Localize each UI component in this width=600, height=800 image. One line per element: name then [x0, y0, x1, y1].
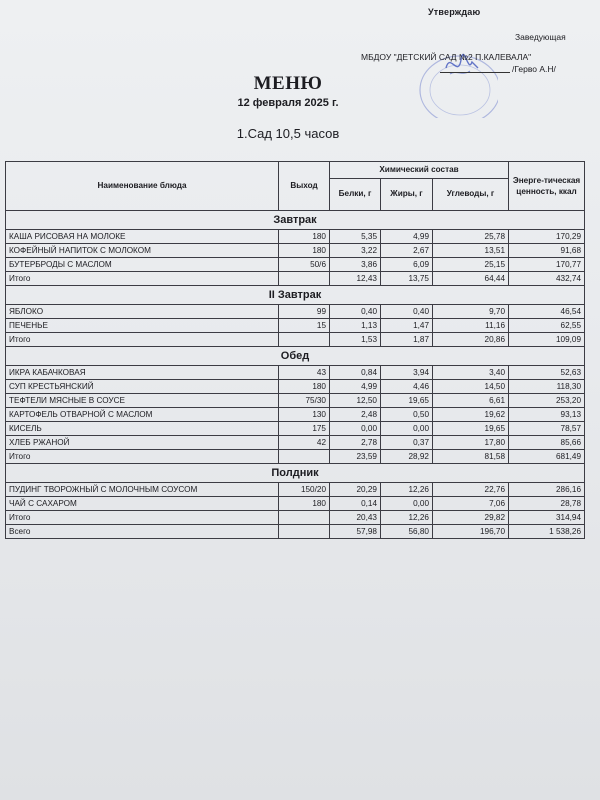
dish-row [6, 394, 585, 408]
dish-energy: 91,68 [509, 244, 585, 258]
section-header [6, 347, 585, 366]
total-row [6, 511, 585, 525]
dish-energy: 78,57 [509, 422, 585, 436]
total-fat: 28,92 [381, 450, 433, 464]
col-header-protein: Белки, г [330, 178, 381, 210]
dish-row [6, 497, 585, 511]
total-protein: 12,43 [330, 272, 381, 286]
dish-row [6, 305, 585, 319]
dish-row [6, 436, 585, 450]
section-title: II Завтрак [6, 286, 585, 305]
dish-fat: 3,94 [381, 366, 433, 380]
total-row [6, 272, 585, 286]
dish-protein: 0,00 [330, 422, 381, 436]
dish-carbs: 17,80 [433, 436, 509, 450]
dish-output: 180 [279, 244, 330, 258]
dish-energy: 62,55 [509, 319, 585, 333]
section-header [6, 211, 585, 230]
dish-protein: 2,78 [330, 436, 381, 450]
dish-row [6, 319, 585, 333]
dish-fat: 12,26 [381, 483, 433, 497]
head-role: Заведующая [515, 32, 566, 42]
grand-total-label: Всего [6, 525, 279, 539]
dish-protein: 3,22 [330, 244, 381, 258]
dish-energy: 85,66 [509, 436, 585, 450]
grand-total-row [6, 525, 585, 539]
dish-energy: 170,29 [509, 230, 585, 244]
total-energy: 681,49 [509, 450, 585, 464]
head-name: /Герво А.Н/ [512, 64, 556, 74]
dish-protein: 1,13 [330, 319, 381, 333]
dish-carbs: 19,65 [433, 422, 509, 436]
section-title: Полдник [6, 464, 585, 483]
total-fat: 12,26 [381, 511, 433, 525]
dish-output: 180 [279, 230, 330, 244]
dish-row [6, 408, 585, 422]
grand-total-carbs: 196,70 [433, 525, 509, 539]
total-label: Итого [6, 511, 279, 525]
dish-output: 42 [279, 436, 330, 450]
total-carbs: 20,86 [433, 333, 509, 347]
dish-protein: 0,84 [330, 366, 381, 380]
dish-protein: 4,99 [330, 380, 381, 394]
dish-name: ПУДИНГ ТВОРОЖНЫЙ С МОЛОЧНЫМ СОУСОМ [6, 483, 279, 497]
dish-output: 180 [279, 497, 330, 511]
total-row [6, 450, 585, 464]
section-title: Обед [6, 347, 585, 366]
dish-name: КАША РИСОВАЯ НА МОЛОКЕ [6, 230, 279, 244]
dish-name: ТЕФТЕЛИ МЯСНЫЕ В СОУСЕ [6, 394, 279, 408]
section-header [6, 464, 585, 483]
dish-output: 75/30 [279, 394, 330, 408]
dish-carbs: 13,51 [433, 244, 509, 258]
dish-carbs: 25,15 [433, 258, 509, 272]
dish-energy: 28,78 [509, 497, 585, 511]
dish-protein: 20,29 [330, 483, 381, 497]
dish-carbs: 22,76 [433, 483, 509, 497]
col-header-energy: Энерге-тическая ценность, ккал [509, 162, 585, 211]
dish-protein: 3,86 [330, 258, 381, 272]
dish-name: СУП КРЕСТЬЯНСКИЙ [6, 380, 279, 394]
dish-energy: 52,63 [509, 366, 585, 380]
total-carbs: 29,82 [433, 511, 509, 525]
total-protein: 1,53 [330, 333, 381, 347]
dish-output: 180 [279, 380, 330, 394]
dish-row [6, 244, 585, 258]
total-label: Итого [6, 333, 279, 347]
grand-total-energy: 1 538,26 [509, 525, 585, 539]
total-protein: 23,59 [330, 450, 381, 464]
menu-date: 12 февраля 2025 г. [237, 97, 339, 109]
grand-total-protein: 57,98 [330, 525, 381, 539]
dish-name: ЧАЙ С САХАРОМ [6, 497, 279, 511]
dish-fat: 0,00 [381, 497, 433, 511]
dish-energy: 46,54 [509, 305, 585, 319]
total-fat: 1,87 [381, 333, 433, 347]
menu-table [5, 161, 585, 539]
dish-output: 43 [279, 366, 330, 380]
dish-name: ЯБЛОКО [6, 305, 279, 319]
dish-protein: 0,14 [330, 497, 381, 511]
total-output-empty [279, 511, 330, 525]
dish-energy: 253,20 [509, 394, 585, 408]
col-header-carbs: Углеводы, г [433, 178, 509, 210]
col-header-output: Выход [279, 162, 330, 211]
dish-row [6, 258, 585, 272]
dish-row [6, 483, 585, 497]
dish-fat: 0,40 [381, 305, 433, 319]
dish-output: 99 [279, 305, 330, 319]
dish-output: 15 [279, 319, 330, 333]
dish-carbs: 7,06 [433, 497, 509, 511]
section-title: Завтрак [6, 211, 585, 230]
dish-output: 150/20 [279, 483, 330, 497]
dish-carbs: 25,78 [433, 230, 509, 244]
total-energy: 109,09 [509, 333, 585, 347]
dish-fat: 0,37 [381, 436, 433, 450]
dish-carbs: 3,40 [433, 366, 509, 380]
dish-output: 175 [279, 422, 330, 436]
dish-carbs: 11,16 [433, 319, 509, 333]
total-output-empty [279, 272, 330, 286]
dish-name: КОФЕЙНЫЙ НАПИТОК С МОЛОКОМ [6, 244, 279, 258]
col-header-fat: Жиры, г [381, 178, 433, 210]
dish-energy: 93,13 [509, 408, 585, 422]
dish-fat: 6,09 [381, 258, 433, 272]
dish-name: БУТЕРБРОДЫ С МАСЛОМ [6, 258, 279, 272]
dish-fat: 19,65 [381, 394, 433, 408]
dish-row [6, 366, 585, 380]
total-output-empty [279, 333, 330, 347]
grand-total-fat: 56,80 [381, 525, 433, 539]
approval-label: Утверждаю [428, 7, 481, 17]
total-energy: 432,74 [509, 272, 585, 286]
dish-fat: 4,99 [381, 230, 433, 244]
dish-carbs: 6,61 [433, 394, 509, 408]
dish-protein: 0,40 [330, 305, 381, 319]
dish-name: ПЕЧЕНЬЕ [6, 319, 279, 333]
dish-protein: 2,48 [330, 408, 381, 422]
dish-fat: 1,47 [381, 319, 433, 333]
total-carbs: 64,44 [433, 272, 509, 286]
dish-carbs: 9,70 [433, 305, 509, 319]
dish-energy: 170,77 [509, 258, 585, 272]
total-label: Итого [6, 450, 279, 464]
dish-name: ХЛЕБ РЖАНОЙ [6, 436, 279, 450]
dish-name: КИСЕЛЬ [6, 422, 279, 436]
dish-row [6, 422, 585, 436]
dish-output: 50/6 [279, 258, 330, 272]
total-row [6, 333, 585, 347]
col-header-name: Наименование блюда [6, 162, 279, 211]
total-carbs: 81,58 [433, 450, 509, 464]
dish-fat: 0,50 [381, 408, 433, 422]
kindergarten-name: МБДОУ "ДЕТСКИЙ САД №2 П.КАЛЕВАЛА" [361, 52, 532, 62]
dish-carbs: 14,50 [433, 380, 509, 394]
grand-total-output-empty [279, 525, 330, 539]
total-protein: 20,43 [330, 511, 381, 525]
dish-row [6, 230, 585, 244]
total-output-empty [279, 450, 330, 464]
dish-energy: 118,30 [509, 380, 585, 394]
total-energy: 314,94 [509, 511, 585, 525]
dish-carbs: 19,62 [433, 408, 509, 422]
total-fat: 13,75 [381, 272, 433, 286]
dish-protein: 5,35 [330, 230, 381, 244]
group-label: 1.Сад 10,5 часов [236, 126, 340, 141]
page-title: МЕНЮ [253, 73, 323, 94]
dish-output: 130 [279, 408, 330, 422]
dish-energy: 286,16 [509, 483, 585, 497]
dish-row [6, 380, 585, 394]
dish-protein: 12,50 [330, 394, 381, 408]
dish-name: ИКРА КАБАЧКОВАЯ [6, 366, 279, 380]
col-header-chem: Химический состав [330, 162, 509, 179]
dish-fat: 0,00 [381, 422, 433, 436]
dish-fat: 2,67 [381, 244, 433, 258]
total-label: Итого [6, 272, 279, 286]
dish-name: КАРТОФЕЛЬ ОТВАРНОЙ С МАСЛОМ [6, 408, 279, 422]
dish-fat: 4,46 [381, 380, 433, 394]
section-header [6, 286, 585, 305]
